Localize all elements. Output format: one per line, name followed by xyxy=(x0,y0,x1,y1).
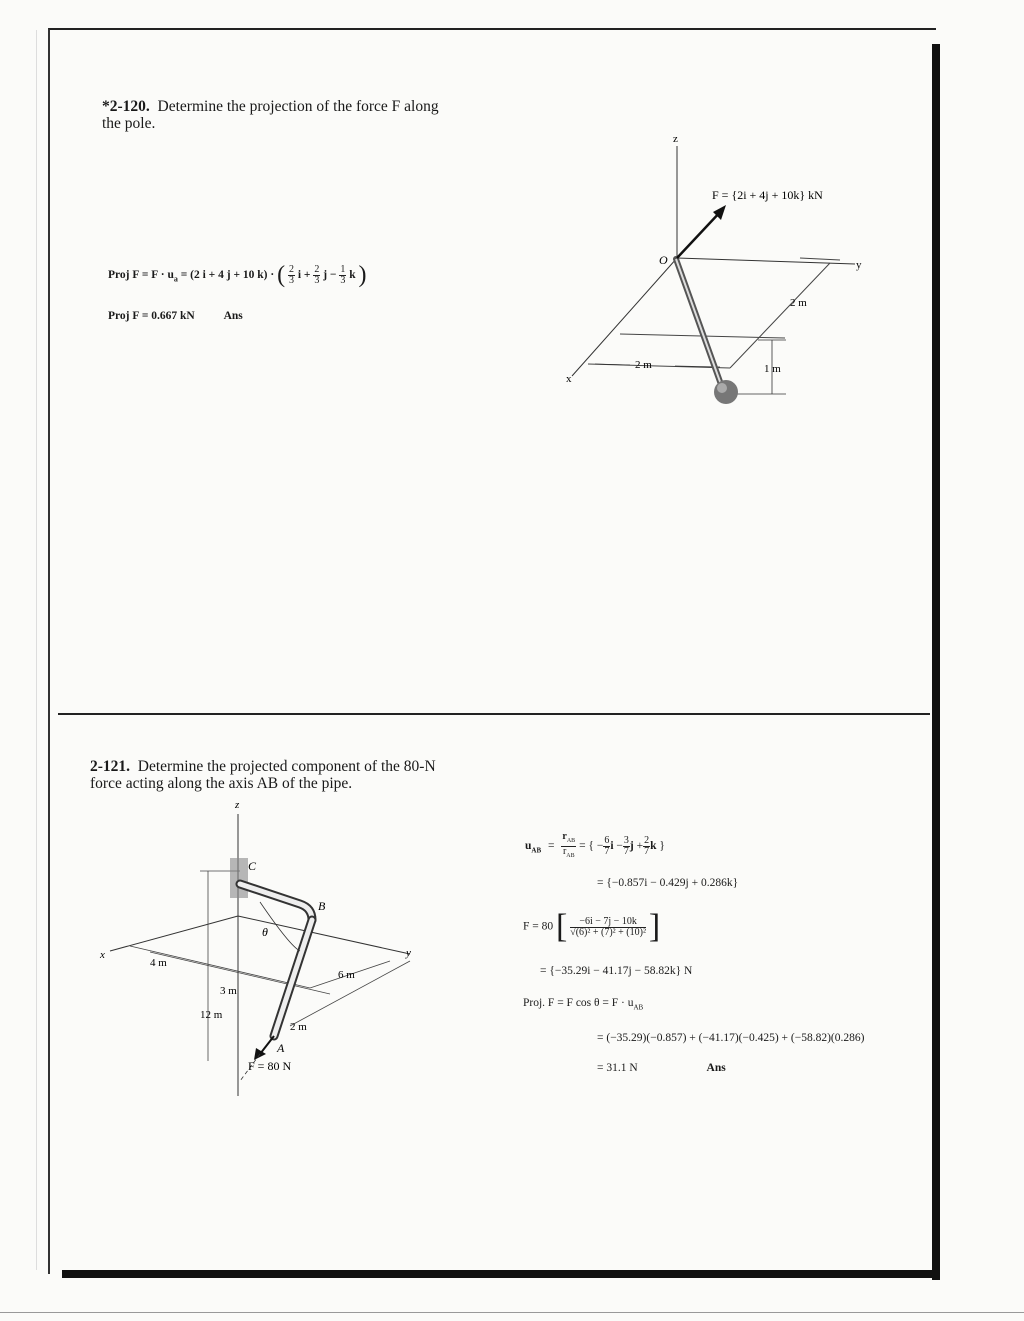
uab-sub: AB xyxy=(531,846,542,855)
dim-4m: 4 m xyxy=(150,957,167,969)
proj-mid: = (2 i + 4 j + 10 k) · xyxy=(177,269,278,282)
F-fraction: $\frac{-6i - 7j - 10k}{\text{√(6)² + (7)² + (10)²}}$ xyxy=(570,915,646,938)
proj-text: Proj. F = F cos θ = F · u xyxy=(523,997,634,1009)
page-edge xyxy=(36,30,37,1270)
problem-120-statement xyxy=(102,98,482,132)
point-B: B xyxy=(318,899,326,913)
uab-line: $u_{AB}$ = $\frac{r_{AB}}{r_{AB}}$ = { − $\frac{6}{7}$ i − $\frac{3}{7}$ j + $\frac{2}{7}$ k } xyxy=(525,831,665,859)
rab-frac: $\frac{r_{AB}}{r_{AB}}$ xyxy=(562,831,576,859)
y-axis-label: y xyxy=(856,259,862,271)
problem-121-text-2: force acting along the axis AB of the pipe. xyxy=(90,775,353,792)
proj-expand: = (−35.29)(−0.857) + (−41.17)(−0.425) + (−58.82)(0.286) xyxy=(597,1032,865,1044)
problem-121-number: 2-121. xyxy=(90,758,131,775)
proj-sub-121: AB xyxy=(633,1003,644,1012)
support-C xyxy=(230,858,248,898)
uab-open: = { xyxy=(579,840,594,853)
dim-2m-b: 2 m xyxy=(790,297,807,309)
problem-121-text-1: Determine the projected component of the 80-N xyxy=(137,758,436,775)
force-arrow-shaft xyxy=(677,210,722,258)
problem-121-statement xyxy=(90,758,470,792)
dim-12m: 12 m xyxy=(200,1009,223,1021)
z-label-121: z xyxy=(235,799,240,811)
x-axis-label: x xyxy=(566,373,572,385)
force-label-121: F = 80 N xyxy=(248,1059,292,1073)
point-C: C xyxy=(248,859,257,873)
dim-6m: 6 m xyxy=(338,969,355,981)
uab-decimal: = {−0.857i − 0.429j + 0.286k} xyxy=(597,877,739,889)
plane-edge-1 xyxy=(730,263,830,368)
x-label-121: x xyxy=(100,949,105,961)
dim-2m-line-left xyxy=(595,364,630,365)
dim-line-top xyxy=(800,258,840,260)
dim-2m-a: 2 m xyxy=(635,359,652,371)
paren-close: ) xyxy=(358,262,367,288)
frac-2: $\frac{2}{3}$ xyxy=(314,264,320,286)
uab-label: u xyxy=(525,840,532,853)
frac-1: $\frac{2}{3}$ xyxy=(288,264,294,286)
answer-label-121: Ans xyxy=(706,1062,726,1074)
term-1: i + xyxy=(297,269,311,282)
term-2: j − xyxy=(323,269,337,282)
proj-result-121: = 31.1 N xyxy=(597,1062,638,1074)
F-vector-line: F = 80 [ $\frac{-6i - 7j - 10k}{\text{√(6)² + (7)² + (10)²}}$ ] xyxy=(523,908,661,945)
proj-result: Proj F = 0.667 kN xyxy=(108,310,195,322)
origin-label: O xyxy=(659,253,668,267)
proj-sub: a xyxy=(173,274,178,284)
problem-120-solution-line2 xyxy=(108,310,243,322)
dim-1m: 1 m xyxy=(764,363,781,375)
proj-line xyxy=(523,997,643,1011)
y-axis xyxy=(677,258,855,264)
frame-bottom-border xyxy=(62,1270,940,1278)
frac-3: $\frac{1}{3}$ xyxy=(340,264,346,286)
x-axis xyxy=(572,258,677,376)
force-arrow-121-shaft xyxy=(260,1036,274,1054)
proj-result-line xyxy=(597,1062,726,1074)
answer-label-120: Ans xyxy=(223,310,243,322)
problem-120-text-1: Determine the projection of the force F along xyxy=(157,98,439,115)
force-label-120: F = {2i + 4j + 10k} kN xyxy=(712,188,823,202)
pipe-BA xyxy=(274,920,312,1036)
pole-highlight xyxy=(676,259,723,390)
F-prefix: F = 80 xyxy=(523,920,554,933)
proj-prefix: Proj F = F · u xyxy=(108,269,174,282)
problem-120-solution-line1 xyxy=(108,262,366,289)
problem-120-text-2: the pole. xyxy=(102,115,156,132)
ground-base xyxy=(714,380,738,404)
pipe-CB xyxy=(240,884,312,920)
pole-figure xyxy=(560,128,880,418)
term-3: k xyxy=(349,269,356,282)
uab-close: } xyxy=(659,840,665,853)
x-axis-121 xyxy=(110,916,238,951)
z-axis-label: z xyxy=(673,133,678,145)
problem-120-number: *2-120. xyxy=(102,98,150,115)
ground-texture xyxy=(717,383,727,393)
uab-op-2: − xyxy=(616,840,623,853)
uab-op-1: − xyxy=(596,840,604,853)
theta-label: θ xyxy=(262,925,268,939)
pipe-figure xyxy=(90,796,440,1106)
frame-right-border xyxy=(932,44,940,1280)
y-label-121: y xyxy=(406,947,411,959)
paren-open: ( xyxy=(277,262,286,288)
dim-3m: 3 m xyxy=(220,985,237,997)
footer-line xyxy=(0,1312,1024,1313)
dim-2m-121: 2 m xyxy=(290,1021,307,1033)
section-divider xyxy=(58,713,930,715)
uab-op-3: + xyxy=(636,840,644,853)
point-A: A xyxy=(277,1041,285,1055)
F-result: = {−35.29i − 41.17j − 58.82k} N xyxy=(540,965,693,977)
